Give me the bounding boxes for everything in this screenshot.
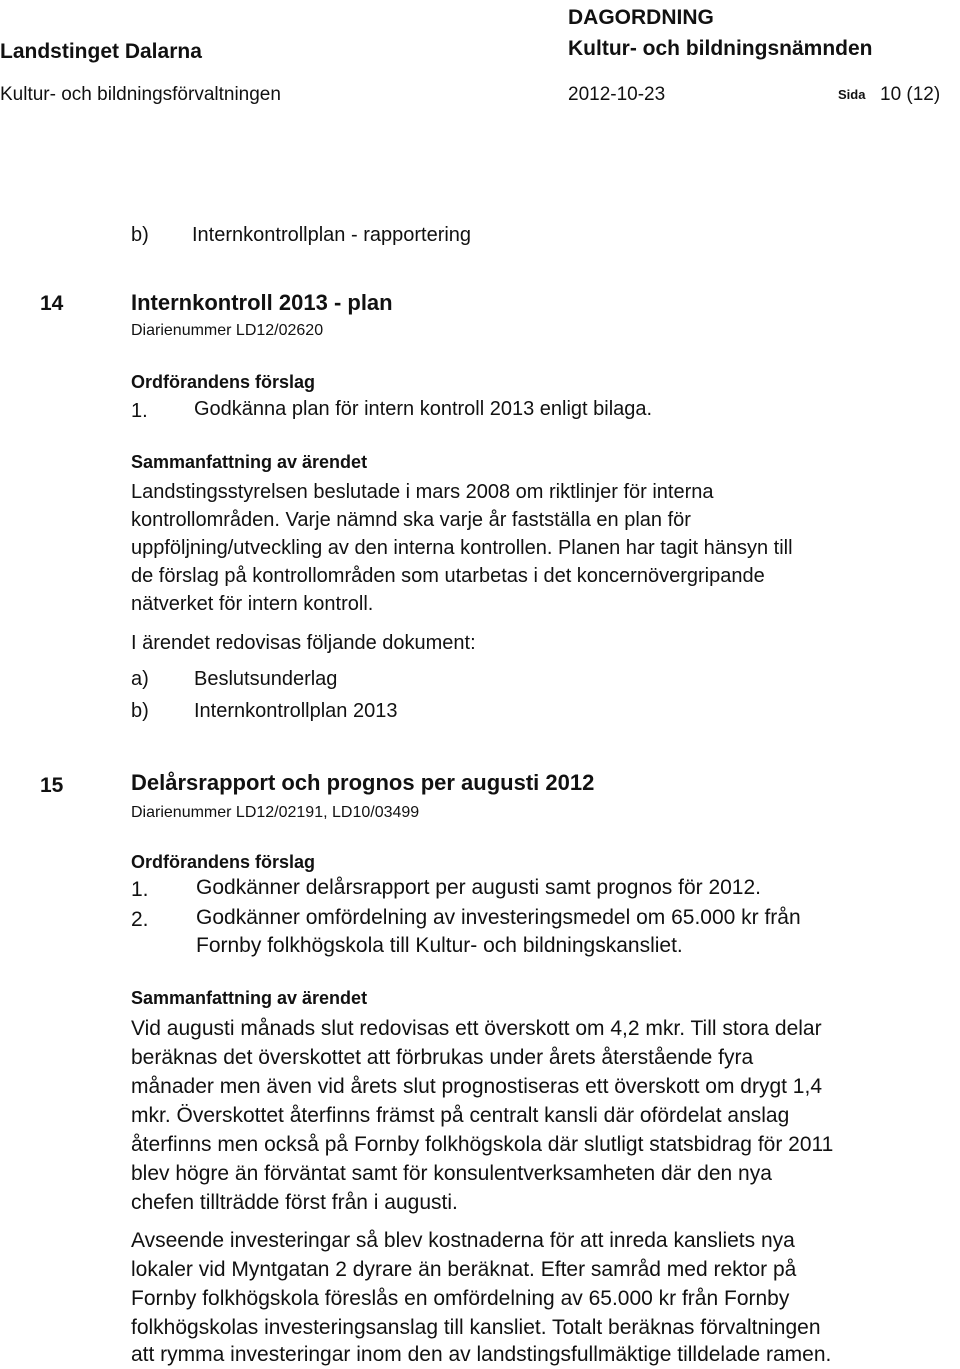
summary-line: uppföljning/utveckling av den interna kontrollen. Planen har tagit hänsyn till xyxy=(131,537,793,559)
summary-heading: Sammanfattning av ärendet xyxy=(131,988,368,1008)
document-type: DAGORDNING xyxy=(568,6,714,29)
org-department: Kultur- och bildningsförvaltningen xyxy=(0,84,281,105)
documents-intro: I ärendet redovisas följande dokument: xyxy=(131,632,476,654)
proposal-text: Godkänna plan för intern kontroll 2013 enligt bilaga. xyxy=(194,398,653,420)
summary-line: månader men även vid årets slut prognostiseras ett överskott om drygt 1,4 xyxy=(131,1075,823,1098)
investment-line: lokaler vid Myntgatan 2 dyrare än beräknat. Efter samråd med rektor på xyxy=(131,1258,797,1281)
proposal-text-continued: Fornby folkhögskola till Kultur- och bildningskansliet. xyxy=(196,934,683,957)
diarienummer: Diarienummer LD12/02620 xyxy=(131,322,324,339)
investment-line: folkhögskolas investeringsanslag till kansliet. Totalt beräknas förvaltningen xyxy=(131,1316,821,1339)
item-number: 15 xyxy=(40,774,64,797)
proposal-text: Godkänner omfördelning av investeringsmedel om 65.000 kr från xyxy=(196,906,801,929)
summary-line: Landstingsstyrelsen beslutade i mars 2008 om riktlinjer för interna xyxy=(131,481,714,503)
page-label: Sida xyxy=(838,87,866,102)
list-marker: 1. xyxy=(131,400,148,422)
carryover-item-text: Internkontrollplan - rapportering xyxy=(192,224,472,246)
proposal-heading: Ordförandens förslag xyxy=(131,852,316,872)
list-marker: 1. xyxy=(131,878,149,901)
summary-line: mkr. Överskottet återfinns främst på centralt kansli där ofördelat anslag xyxy=(131,1104,790,1127)
summary-line: blev högre än förväntat samt för konsulentverksamheten där den nya xyxy=(131,1162,772,1185)
proposal-heading: Ordförandens förslag xyxy=(131,372,316,392)
summary-line: chefen tillträdde först från i augusti. xyxy=(131,1191,458,1214)
summary-heading: Sammanfattning av ärendet xyxy=(131,452,368,472)
investment-line: att rymma investeringar inom den av landstingsfullmäktige tilldelade ramen. xyxy=(131,1343,832,1366)
list-marker: a) xyxy=(131,668,149,690)
summary-line: kontrollområden. Varje nämnd ska varje år fastställa en plan för xyxy=(131,509,691,531)
summary-line: Vid augusti månads slut redovisas ett överskott om 4,2 mkr. Till stora delar xyxy=(131,1017,822,1040)
list-marker: 2. xyxy=(131,908,149,931)
summary-line: beräknas det överskottet att förbrukas under årets återstående fyra xyxy=(131,1046,754,1069)
investment-line: Fornby folkhögskola föreslås en omfördelning av 65.000 kr från Fornby xyxy=(131,1287,790,1310)
item-title: Delårsrapport och prognos per augusti 2012 xyxy=(131,770,595,795)
list-marker: b) xyxy=(131,224,149,246)
item-number: 14 xyxy=(40,292,64,315)
summary-line: återfinns men också på Fornby folkhögskola där slutligt statsbidrag för 2011 xyxy=(131,1133,834,1156)
page-number: 10 (12) xyxy=(880,84,941,105)
item-title: Internkontroll 2013 - plan xyxy=(131,290,393,315)
committee-name: Kultur- och bildningsnämnden xyxy=(568,37,873,60)
proposal-text: Godkänner delårsrapport per augusti samt prognos för 2012. xyxy=(196,876,762,899)
diarienummer: Diarienummer LD12/02191, LD10/03499 xyxy=(131,804,420,821)
meeting-date: 2012-10-23 xyxy=(568,84,666,105)
summary-line: de förslag på kontrollområden som utarbetas i det koncernövergripande xyxy=(131,565,765,587)
summary-line: nätverket för intern kontroll. xyxy=(131,593,374,615)
investment-line: Avseende investeringar så blev kostnaderna för att inreda kansliets nya xyxy=(131,1229,795,1252)
org-name: Landstinget Dalarna xyxy=(0,40,202,63)
list-marker: b) xyxy=(131,700,149,722)
document-item: Internkontrollplan 2013 xyxy=(194,700,398,722)
document-item: Beslutsunderlag xyxy=(194,668,338,690)
